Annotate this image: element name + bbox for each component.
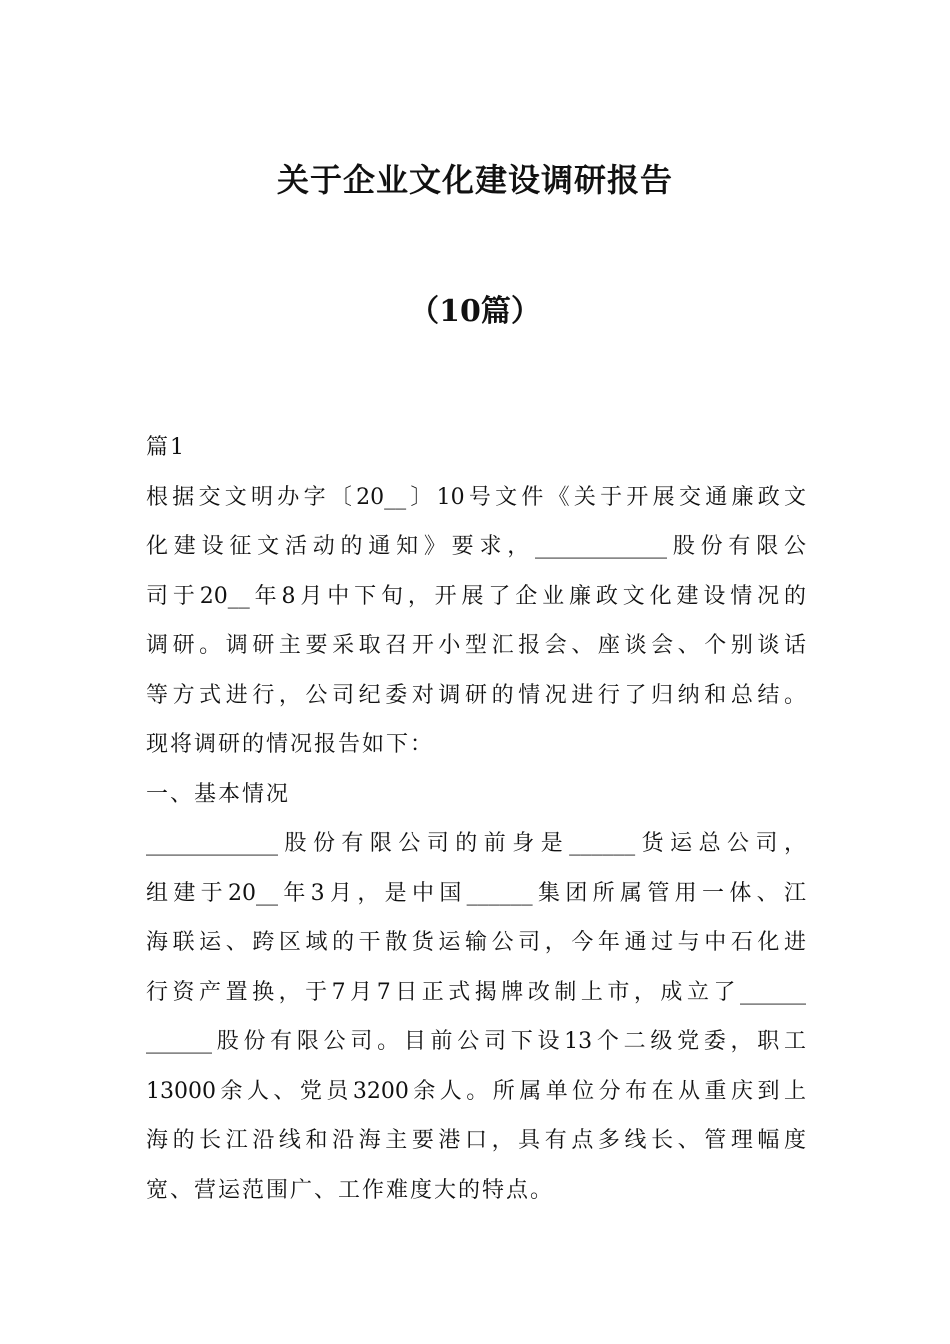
paragraph-line: ______股份有限公司。目前公司下设13个二级党委，职工 (146, 1029, 806, 1054)
paragraph-line: 根据交文明办字〔20__〕10号文件《关于开展交通廉政文 (146, 484, 806, 510)
paragraph-line: 现将调研的情况报告如下： (146, 732, 435, 757)
paragraph-line: 调研。调研主要采取召开小型汇报会、座谈会、个别谈话 (146, 633, 806, 658)
document-subtitle: （10篇） (409, 294, 541, 329)
section-label: 篇1 (146, 435, 186, 460)
paragraph-line: 海的长江沿线和沿海主要港口，具有点多线长、管理幅度 (146, 1128, 806, 1153)
paragraph-line: 组建于20__年3月，是中国______集团所属管用一体、江 (146, 880, 806, 906)
paragraph-line: 海联运、跨区域的干散货运输公司，今年通过与中石化进 (146, 930, 806, 955)
paragraph-line: 行资产置换，于7月7日正式揭牌改制上市，成立了______ (146, 979, 806, 1005)
paragraph-line: 宽、营运范围广、工作难度大的特点。 (146, 1177, 555, 1203)
paragraph-line: 等方式进行，公司纪委对调研的情况进行了归纳和总结。 (146, 682, 806, 708)
document-title: 关于企业文化建设调研报告 (276, 161, 673, 199)
paragraph-line: 化建设征文活动的通知》要求，____________股份有限公 (146, 534, 806, 559)
paragraph-line: ____________股份有限公司的前身是______货运总公司， (146, 831, 806, 856)
section-heading: 一、基本情况 (146, 781, 291, 807)
paragraph-line: 13000余人、党员3200余人。所属单位分布在从重庆到上 (146, 1078, 806, 1104)
paragraph-line: 司于20__年8月中下旬，开展了企业廉政文化建设情况的 (146, 583, 806, 609)
document-body (146, 428, 806, 1220)
